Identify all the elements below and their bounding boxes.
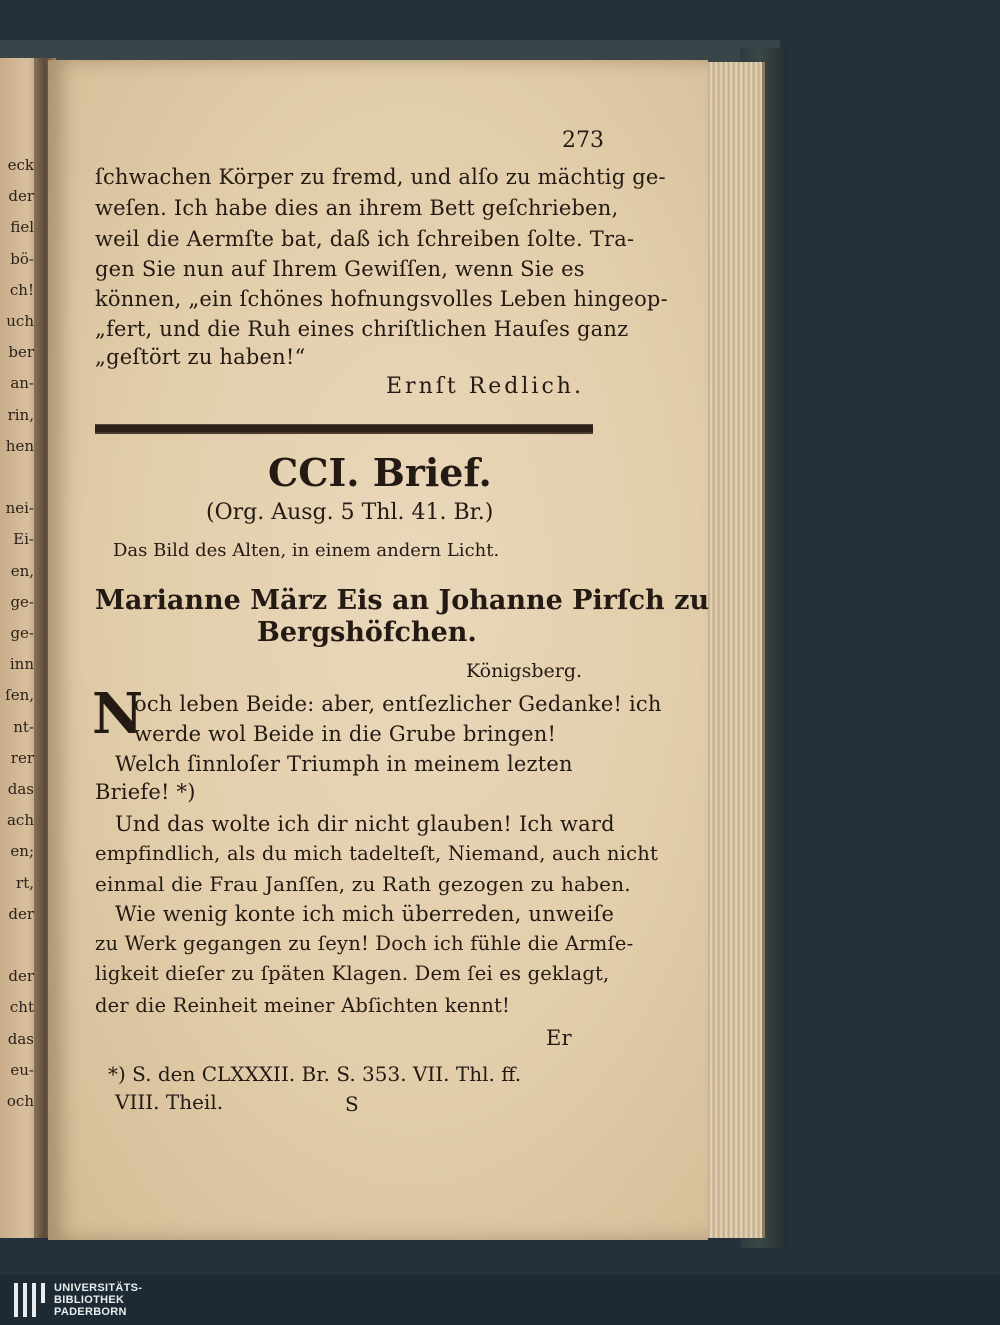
library-logo-icon [14,1283,46,1317]
library-name [54,1282,142,1318]
left-fragment: nt- [13,717,34,736]
left-fragment: ge- [10,624,34,643]
text-line: werde wol Beide in die Grube bringen! [134,722,557,746]
text-line: ſchwachen Körper zu fremd, und alſo zu mächtig ge- [95,165,666,189]
left-fragment: nei- [5,499,34,518]
left-fragment [0,462,34,493]
left-fragment: rt, [16,873,34,892]
letter-heading: CCI. Brief. [268,450,492,495]
catchword: Er [546,1026,572,1050]
page-number: 273 [562,128,604,153]
left-fragment: ach [6,811,34,830]
left-fragment: cht [9,998,34,1017]
letter-title-line2: Bergshöfchen. [257,617,477,648]
left-fragment: rer [10,748,34,767]
library-name-line: UNIVERSITÄTS- [54,1282,143,1294]
text-line: Und das wolte ich dir nicht glauben! Ich ward [115,812,615,836]
text-line: empfindlich, als du mich tadelteſt, Niemand, auch nicht [95,842,658,865]
left-fragment: das [7,1029,34,1048]
section-divider [95,424,593,434]
left-fragment: ber [8,343,34,362]
left-fragment: ge- [10,592,34,611]
page-fore-edge [700,62,765,1238]
letter-place: Königsberg. [466,660,583,682]
left-fragment: an- [10,374,34,393]
footnote: *) S. den CLXXXII. Br. S. 353. VII. Thl. ff. [108,1062,522,1086]
letter-title-line1: Marianne März Eis an Johanne Pirſch zu [95,585,710,616]
left-fragment: en, [10,561,34,580]
text-line: der die Reinheit meiner Abſichten kennt! [95,994,511,1017]
left-fragment: Ei- [13,530,34,549]
left-fragment: ch! [9,280,34,299]
text-line: Welch ſinnloſer Triumph in meinem lezten [115,752,573,776]
left-fragment: der [8,187,34,206]
left-page-fragments [0,150,34,1117]
text-line: weil die Aermſte bat, daß ich ſchreiben ſolte. Tra- [95,227,635,251]
text-line: weſen. Ich habe dies an ihrem Bett geſchrieben, [95,196,619,220]
text-line: „geſtört zu haben!“ [95,345,306,369]
left-fragment: der [8,904,34,923]
left-fragment: eck [7,156,34,174]
text-line: och leben Beide: aber, entſezlicher Gedanke! ich [134,692,662,716]
text-line: können, „ein ſchönes hofnungsvolles Leben hingeop- [95,287,668,311]
text-line: „fert, und die Ruh eines chriſtlichen Hauſes ganz [95,317,629,341]
text-line: einmal die Frau Janſſen, zu Rath gezogen zu haben. [95,872,631,896]
left-fragment: en; [10,842,34,861]
left-fragment [0,930,34,961]
left-fragment: der [8,967,34,986]
edition-reference: (Org. Ausg. 5 Thl. 41. Br.) [206,500,494,525]
signature: Ernſt Redlich. [386,374,584,399]
letter-subtitle: Das Bild des Alten, in einem andern Licht. [113,540,500,561]
left-fragment: eu- [10,1060,34,1079]
text-line: Wie wenig konte ich mich überreden, unweiſe [115,902,615,926]
library-name-line: BIBLIOTHEK [54,1294,125,1306]
left-fragment: inn [9,655,34,674]
library-name-line: PADERBORN [54,1306,127,1318]
left-fragment: och [6,1092,34,1111]
text-line: gen Sie nun auf Ihrem Gewiſſen, wenn Sie es [95,257,585,281]
left-fragment: uch [6,312,34,331]
left-fragment: rin, [7,405,34,424]
library-footer [0,1275,1000,1325]
text-line: ligkeit dieſer zu ſpäten Klagen. Dem ſei es geklagt, [95,962,610,985]
signature-mark-volume: VIII. Theil. [115,1090,224,1114]
text-line: zu Werk gegangen zu ſeyn! Doch ich fühle die Armſe- [95,932,634,955]
left-fragment: ſen, [5,686,34,705]
left-fragment: das [7,780,34,799]
left-fragment: fiel [10,218,34,237]
text-line: Briefe! *) [95,780,196,804]
drop-cap: N [92,681,144,747]
left-fragment: hen [5,436,34,455]
left-fragment: bö- [10,249,34,268]
signature-mark-letter: S [345,1092,359,1116]
